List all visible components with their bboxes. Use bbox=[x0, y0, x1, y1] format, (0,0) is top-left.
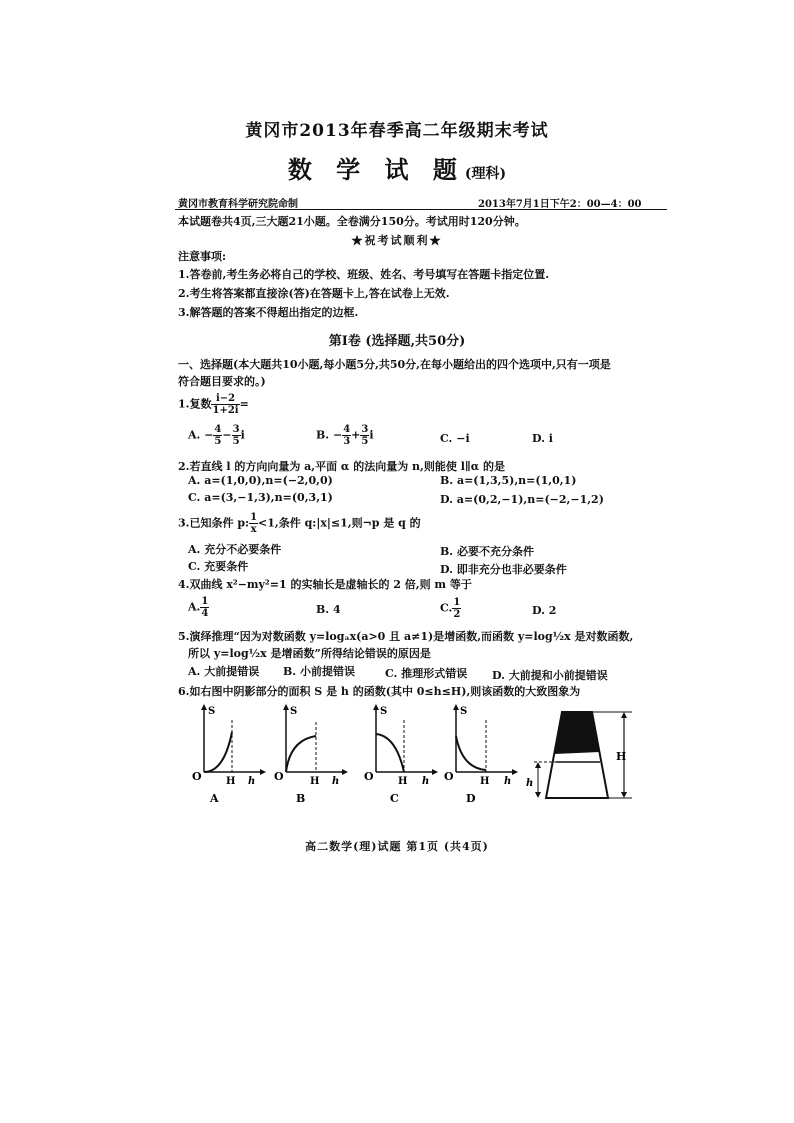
q4-option-b: B. 4 bbox=[316, 603, 341, 616]
q4-a-num: 1 bbox=[201, 596, 209, 607]
q1-b-prefix: B. − bbox=[316, 428, 343, 442]
subject-note: (理科) bbox=[464, 166, 507, 182]
q4-c-prefix: C. bbox=[440, 601, 453, 615]
q1-b-frac1-num: 4 bbox=[343, 424, 351, 435]
q4-c-frac bbox=[452, 597, 461, 620]
q3-stem-suffix: <1,条件 q:|x|≤1,则¬p 是 q 的 bbox=[258, 516, 421, 530]
q2-stem: 2.若直线 l 的方向向量为 a,平面 α 的法向量为 n,则能使 l∥α 的是 bbox=[178, 460, 506, 473]
q1-option-a bbox=[188, 424, 245, 447]
q1-b-mid: + bbox=[351, 428, 361, 442]
exam-subject bbox=[0, 150, 794, 185]
figure-shaded-region bbox=[554, 712, 600, 754]
graph-c-axis-h: h bbox=[422, 776, 430, 787]
q1-numerator: i−2 bbox=[211, 393, 239, 405]
graph-a bbox=[192, 704, 266, 805]
q2-option-b: B. a=(1,3,5),n=(1,0,1) bbox=[440, 474, 577, 487]
q4-a-den: 4 bbox=[201, 608, 209, 619]
q1-option-b bbox=[316, 424, 374, 447]
q3-numerator: 1 bbox=[250, 512, 258, 523]
q6-figure bbox=[526, 712, 632, 798]
q4-a-prefix: A. bbox=[188, 600, 201, 614]
graph-c-label: C bbox=[390, 792, 399, 805]
note-item-2: 2.考生将答案都直接涂(答)在答题卡上,答在试卷上无效. bbox=[178, 287, 450, 300]
part1-instructions-line2: 符合题目要求的。) bbox=[178, 375, 266, 388]
q5-option-c: C. 推理形式错误 bbox=[385, 667, 468, 680]
graph-d-axis-H: H bbox=[480, 776, 490, 787]
graph-b-axis-h: h bbox=[332, 776, 340, 787]
q1-b-suffix: i bbox=[369, 428, 374, 442]
figure-label-h: h bbox=[526, 778, 534, 789]
q4-c-den: 2 bbox=[453, 609, 461, 620]
q2-option-d: D. a=(0,2,−1),n=(−2,−1,2) bbox=[440, 493, 604, 506]
figure-label-H: H bbox=[616, 750, 627, 763]
q1-b-frac2 bbox=[360, 424, 369, 447]
exam-wish: ★祝考试顺利★ bbox=[351, 234, 443, 247]
q1-a-frac2-den: 5 bbox=[232, 436, 240, 447]
q1-option-d: D. i bbox=[532, 432, 553, 445]
part1-heading: 第Ⅰ卷 (选择题,共50分) bbox=[328, 334, 466, 349]
graph-d bbox=[444, 704, 518, 805]
graph-d-axis-s: S bbox=[460, 706, 468, 717]
q3-denominator: x bbox=[250, 524, 257, 535]
notes-heading: 注意事项: bbox=[178, 250, 227, 263]
q1-denominator: 1+2i bbox=[212, 405, 239, 416]
graph-b-label: B bbox=[296, 792, 306, 805]
note-item-3: 3.解答题的答案不得超出指定的边框. bbox=[178, 306, 359, 319]
q3-stem bbox=[178, 512, 421, 535]
header-rule bbox=[175, 209, 667, 210]
q1-a-frac1-den: 5 bbox=[214, 436, 222, 447]
q1-a-frac1-num: 4 bbox=[214, 424, 222, 435]
q6-graphs bbox=[180, 702, 627, 812]
graph-c bbox=[364, 704, 438, 805]
q3-fraction bbox=[249, 512, 258, 535]
q1-stem bbox=[178, 393, 249, 416]
q3-option-d: D. 即非充分也非必要条件 bbox=[440, 563, 567, 576]
q1-b-frac1 bbox=[342, 424, 351, 447]
q3-option-c: C. 充要条件 bbox=[188, 560, 249, 573]
q4-option-d: D. 2 bbox=[532, 604, 557, 617]
q1-b-frac2-num: 3 bbox=[361, 424, 369, 435]
q1-a-prefix: A. − bbox=[188, 428, 214, 442]
q1-a-frac2-num: 3 bbox=[232, 424, 240, 435]
graph-c-axis-H: H bbox=[398, 776, 408, 787]
graph-d-label: D bbox=[466, 792, 476, 805]
q1-a-mid: − bbox=[222, 428, 232, 442]
q1-a-suffix: i bbox=[240, 428, 245, 442]
exam-issuer: 黄冈市教育科学研究院命制 bbox=[178, 199, 298, 210]
exam-date: 2013年7月1日下午2：00—4：00 bbox=[478, 199, 642, 210]
q4-option-c bbox=[440, 597, 461, 620]
q6-stem: 6.如右图中阴影部分的面积 S 是 h 的函数(其中 0≤h≤H),则该函数的大致图象为 bbox=[178, 685, 581, 698]
q5-option-d: D. 大前提和小前提错误 bbox=[492, 669, 608, 682]
graph-a-axis-h: h bbox=[248, 776, 256, 787]
q5-stem-line2: 所以 y=log½x 是增函数”所得结论错误的原因是 bbox=[188, 647, 431, 660]
graph-a-axis-H: H bbox=[226, 776, 236, 787]
q3-option-b: B. 必要不充分条件 bbox=[440, 545, 534, 558]
graph-a-label: A bbox=[210, 792, 219, 805]
q1-b-frac2-den: 5 bbox=[361, 436, 369, 447]
graph-a-axis-s: S bbox=[208, 706, 216, 717]
q1-fraction bbox=[211, 393, 239, 416]
q1-a-frac2 bbox=[232, 424, 241, 447]
q5-option-a: A. 大前提错误 bbox=[188, 665, 260, 678]
page-footer: 高二数学(理)试题 第1页 (共4页) bbox=[305, 840, 489, 853]
q1-option-c: C. −i bbox=[440, 432, 470, 445]
q1-stem-prefix: 1.复数 bbox=[178, 397, 212, 411]
subject-name: 数 学 试 题 bbox=[287, 155, 465, 184]
graph-d-axis-h: h bbox=[504, 776, 512, 787]
q2-option-c: C. a=(3,−1,3),n=(0,3,1) bbox=[188, 491, 333, 504]
graph-d-axis-o: O bbox=[444, 770, 454, 783]
q5-option-b: B. 小前提错误 bbox=[283, 665, 355, 678]
q4-a-frac bbox=[200, 596, 209, 619]
q4-c-num: 1 bbox=[453, 597, 461, 608]
q2-option-a: A. a=(1,0,0),n=(−2,0,0) bbox=[188, 474, 333, 487]
q3-option-a: A. 充分不必要条件 bbox=[188, 543, 282, 556]
graph-b-axis-H: H bbox=[310, 776, 320, 787]
q3-stem-prefix: 3.已知条件 p: bbox=[178, 516, 250, 530]
graph-b-axis-o: O bbox=[274, 770, 284, 783]
graph-c-axis-s: S bbox=[380, 706, 388, 717]
graph-b-axis-s: S bbox=[290, 706, 298, 717]
graph-b bbox=[274, 704, 348, 805]
q4-option-a bbox=[188, 596, 209, 619]
q4-stem: 4.双曲线 x²−my²=1 的实轴长是虚轴长的 2 倍,则 m 等于 bbox=[178, 578, 472, 591]
q5-stem-line1: 5.演绎推理“因为对数函数 y=logₐx(a>0 且 a≠1)是增函数,而函数 y=log½x 是对数函数, bbox=[178, 630, 634, 643]
note-item-1: 1.答卷前,考生务必将自己的学校、班级、姓名、考号填写在答题卡指定位置. bbox=[178, 268, 550, 281]
q1-b-frac1-den: 3 bbox=[343, 436, 351, 447]
q1-stem-suffix: = bbox=[239, 397, 249, 411]
graph-a-axis-o: O bbox=[192, 770, 202, 783]
part1-instructions-line1: 一、选择题(本大题共10小题,每小题5分,共50分,在每小题给出的四个选项中,只有一项是 bbox=[178, 358, 611, 371]
exam-intro: 本试题卷共4页,三大题21小题。全卷满分150分。考试用时120分钟。 bbox=[178, 215, 526, 228]
graph-c-axis-o: O bbox=[364, 770, 374, 783]
exam-title: 黄冈市2013年春季高二年级期末考试 bbox=[245, 121, 549, 141]
